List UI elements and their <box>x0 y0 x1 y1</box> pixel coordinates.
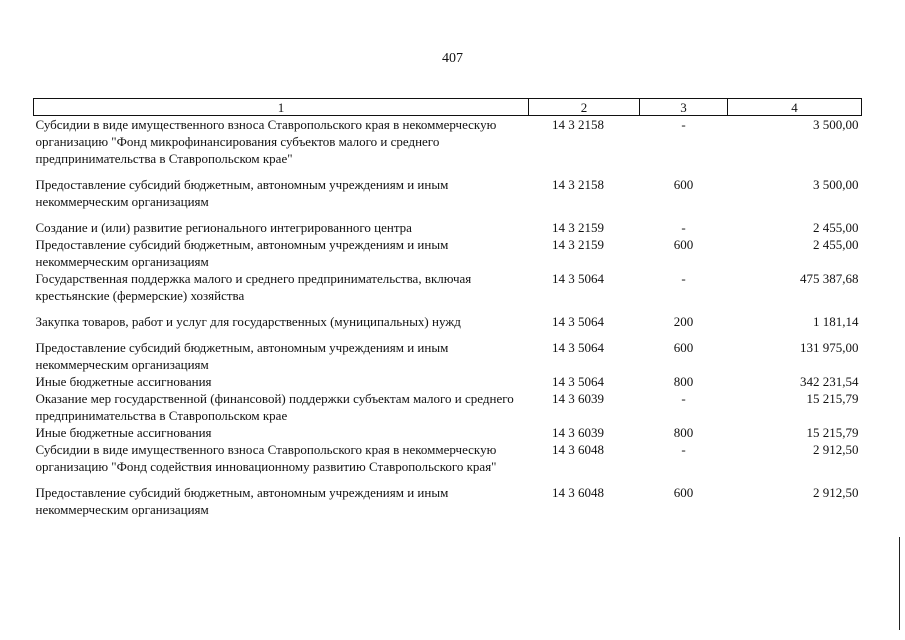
row-name: Иные бюджетные ассигнования <box>35 374 212 389</box>
row-type: 800 <box>673 374 694 389</box>
scan-margin-line <box>899 537 900 630</box>
row-type: 600 <box>673 177 694 192</box>
row-code: 14 3 6048 <box>552 485 604 500</box>
row-type: 200 <box>673 314 694 329</box>
row-amount: 15 215,79 <box>806 391 859 406</box>
row-code: 14 3 6039 <box>552 391 604 406</box>
table-row <box>34 219 862 236</box>
row-type: 800 <box>673 425 694 440</box>
header-col-1: 1 <box>34 99 529 116</box>
row-amount: 2 455,00 <box>813 237 859 252</box>
row-type: 600 <box>673 237 694 252</box>
row-amount: 3 500,00 <box>813 117 859 132</box>
row-code: 14 3 5064 <box>552 314 604 329</box>
row-name: Субсидии в виде имущественного взноса Ставропольского края в некоммерческую организацию "Фонд содействия инновационному развитию Ставропольского края" <box>35 442 497 474</box>
table-row <box>34 176 862 219</box>
row-name: Предоставление субсидий бюджетным, автономным учреждениям и иным некоммерческим организациям <box>35 237 449 269</box>
row-amount: 2 912,50 <box>813 485 859 500</box>
row-type: - <box>681 391 686 406</box>
table-row <box>34 484 862 518</box>
row-amount: 3 500,00 <box>813 177 859 192</box>
table-row <box>34 236 862 270</box>
row-name: Закупка товаров, работ и услуг для государственных (муниципальных) нужд <box>35 314 461 329</box>
row-type: - <box>681 117 686 132</box>
table-row <box>34 390 862 424</box>
row-code: 14 3 6048 <box>552 442 604 457</box>
header-col-3: 3 <box>640 99 728 116</box>
row-type: 600 <box>673 340 694 355</box>
row-type: 600 <box>673 485 694 500</box>
table-row <box>34 116 862 177</box>
header-col-2: 2 <box>529 99 640 116</box>
row-type: - <box>681 220 686 235</box>
row-amount: 342 231,54 <box>800 374 859 389</box>
row-name: Предоставление субсидий бюджетным, автономным учреждениям и иным некоммерческим организациям <box>35 340 449 372</box>
table-row <box>34 313 862 339</box>
table-header <box>34 99 862 116</box>
row-code: 14 3 5064 <box>552 271 604 286</box>
table-row <box>34 339 862 373</box>
header-row <box>34 99 862 116</box>
row-name: Предоставление субсидий бюджетным, автономным учреждениям и иным некоммерческим организациям <box>35 485 449 517</box>
row-code: 14 3 5064 <box>552 374 604 389</box>
row-amount: 2 455,00 <box>813 220 859 235</box>
row-type: - <box>681 271 686 286</box>
row-code: 14 3 6039 <box>552 425 604 440</box>
row-name: Государственная поддержка малого и среднего предпринимательства, включая крестьянские (фермерские) хозяйства <box>35 271 472 303</box>
table-row <box>34 373 862 390</box>
row-type: - <box>681 442 686 457</box>
row-amount: 1 181,14 <box>813 314 859 329</box>
row-name: Оказание мер государственной (финансовой) поддержки субъектам малого и среднего предпринимательства в Ставропольском крае <box>35 391 514 423</box>
row-amount: 15 215,79 <box>806 425 859 440</box>
row-code: 14 3 2159 <box>552 237 604 252</box>
row-amount: 475 387,68 <box>800 271 859 286</box>
row-name: Создание и (или) развитие регионального интегрированного центра <box>35 220 412 235</box>
budget-table <box>33 98 862 518</box>
row-amount: 2 912,50 <box>813 442 859 457</box>
row-code: 14 3 2158 <box>552 177 604 192</box>
header-col-4: 4 <box>728 99 862 116</box>
row-code: 14 3 2159 <box>552 220 604 235</box>
row-name: Субсидии в виде имущественного взноса Ставропольского края в некоммерческую организацию "Фонд микрофинансирования субъектов малого и среднего предпринимательства в Ставропольском крае" <box>35 117 497 166</box>
row-code: 14 3 2158 <box>552 117 604 132</box>
page-number: 407 <box>442 51 463 66</box>
row-name: Предоставление субсидий бюджетным, автономным учреждениям и иным некоммерческим организациям <box>35 177 449 209</box>
table-row <box>34 441 862 484</box>
row-amount: 131 975,00 <box>800 340 859 355</box>
table-row <box>34 270 862 313</box>
row-name: Иные бюджетные ассигнования <box>35 425 212 440</box>
row-code: 14 3 5064 <box>552 340 604 355</box>
table-body <box>34 116 862 519</box>
table-row <box>34 424 862 441</box>
